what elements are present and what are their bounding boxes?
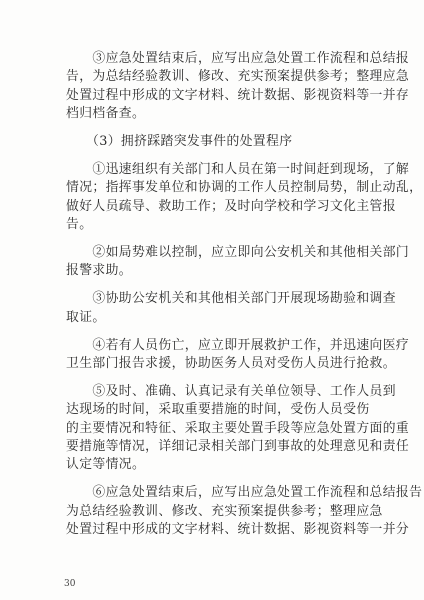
- text-line: 告。: [66, 217, 93, 233]
- text-line: 认定等情况。: [66, 457, 146, 473]
- paragraph-gap: [66, 281, 362, 291]
- text-line: 的主要情况和特征、采取主要处置手段等应急处置方面的重: [66, 420, 410, 436]
- text-line: 达现场的时间，采取重要措施的时间，受伤人员受伤: [66, 402, 370, 418]
- text-line: 告，为总结经验教训、修改、充实预案提供参考；整理应急: [66, 69, 410, 85]
- paragraph: [66, 244, 410, 281]
- text-line: ②如局势难以控制，应立即向公安机关和其他相关部门: [66, 245, 410, 261]
- paragraph: [66, 133, 362, 151]
- body-text: [66, 50, 423, 539]
- text-line: 报警求助。: [66, 263, 132, 279]
- text-line: ④若有人员伤亡，应立即开展救护工作，并迅速向医疗: [66, 337, 410, 353]
- paragraph: [66, 383, 410, 475]
- text-line: （3）拥挤踩踏突发事件的处置程序: [66, 134, 293, 150]
- text-line: ③应急处置结束后，应写出应急处置工作流程和总结报: [66, 51, 410, 66]
- text-line: ⑤及时、准确、认真记录有关单位领导、工作人员到: [66, 383, 396, 399]
- text-line: 要措施等情况，详细记录相关部门到事故的处理意见和责任: [66, 439, 410, 455]
- paragraph-gap: [66, 151, 362, 161]
- paragraph: [66, 161, 423, 235]
- text-line: 取证。: [66, 309, 106, 325]
- paragraph: [66, 337, 410, 374]
- paragraph-gap: [66, 373, 362, 383]
- text-line: 为总结经验教训、修改、充实预案提供参考；整理应急: [66, 503, 383, 519]
- text-line: 卫生部门报告求援，协助医务人员对受伤人员进行抢救。: [66, 355, 396, 371]
- paragraph: [66, 484, 423, 539]
- paragraph-gap: [66, 235, 362, 245]
- text-line: 处置过程中形成的文字材料、统计数据、影视资料等一并分: [66, 522, 410, 538]
- text-line: 做好人员疏导、救助工作；及时向学校和学习文化主管报: [66, 198, 396, 214]
- paragraph: [66, 290, 396, 327]
- page-number: 30: [64, 579, 76, 589]
- text-line: 档归档备查。: [66, 106, 146, 122]
- paragraph-gap: [66, 327, 362, 337]
- text-line: 处置过程中形成的文字材料、统计数据、影视资料等一并存: [66, 87, 410, 103]
- text-line: 情况；指挥事发单位和协调的工作人员控制局势，制止动乱，: [66, 180, 423, 196]
- text-line: ①迅速组织有关部门和人员在第一时间赶到现场，了解: [66, 161, 410, 177]
- paragraph-gap: [66, 124, 362, 134]
- paragraph: [66, 50, 410, 124]
- text-line: ③协助公安机关和其他相关部门开展现场勘验和调查: [66, 291, 396, 307]
- paragraph-gap: [66, 475, 362, 485]
- text-line: ⑥应急处置结束后，应写出应急处置工作流程和总结报告: [66, 485, 423, 501]
